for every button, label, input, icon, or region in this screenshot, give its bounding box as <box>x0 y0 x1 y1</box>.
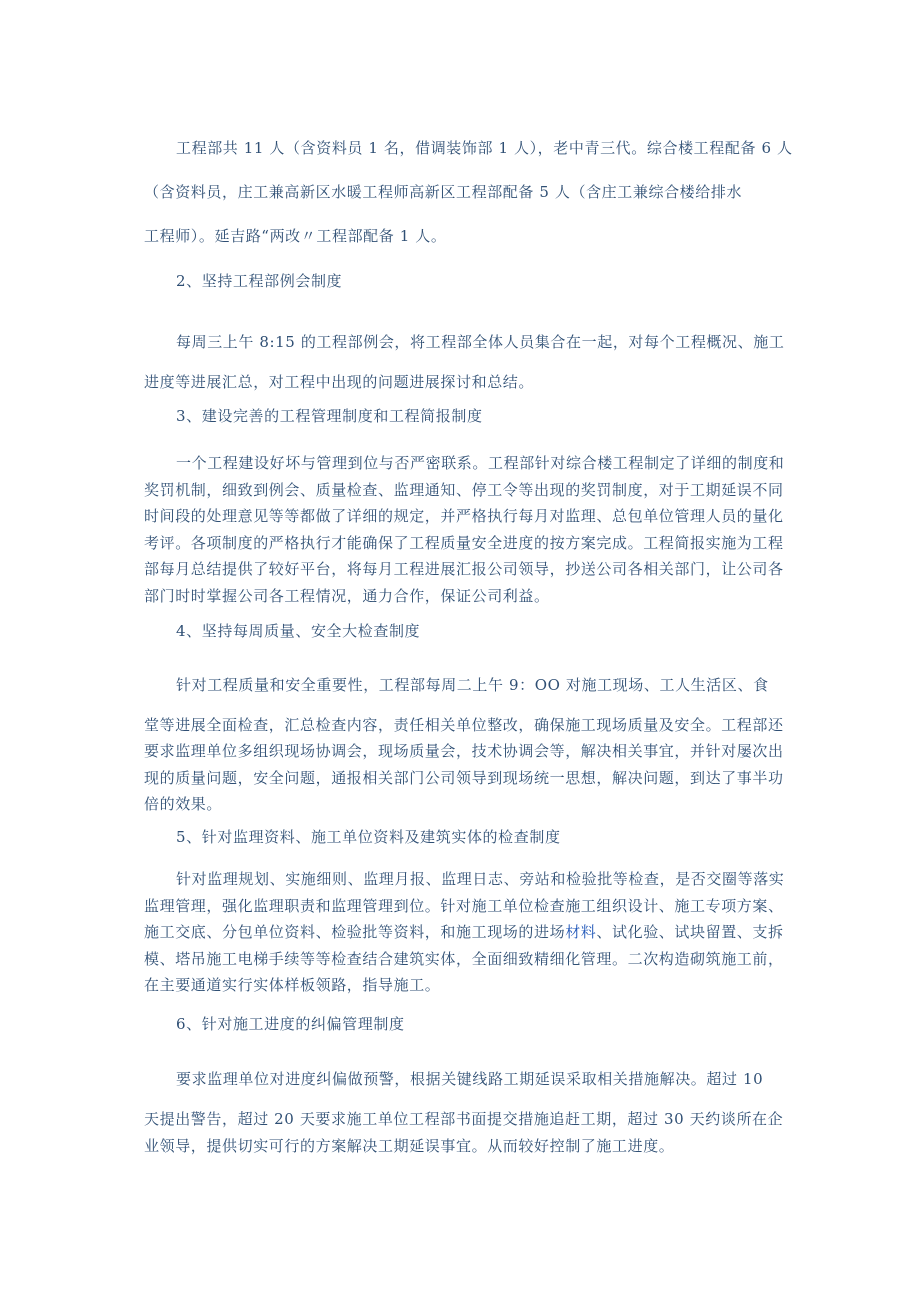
text-line: 时间段的处理意见等等都做了详细的规定，并严格执行每月对监理、总包单位管理人员的量化 <box>144 507 784 525</box>
text-line: 每周三上午 8:15 的工程部例会，将工程部全体人员集合在一起，对每个工程概况、施工 <box>176 333 785 351</box>
heading-section-4: 4、坚持每周质量、安全大检查制度 <box>176 622 421 640</box>
text-line: 工程部共 11 人（含资料员 1 名，借调装饰部 1 人），老中青三代。综合楼工程配备 6 人 <box>176 139 793 157</box>
text-line: 在主要通道实行实体样板领路，指导施工。 <box>144 976 441 994</box>
heading-section-5: 5、针对监理资料、施工单位资料及建筑实体的检查制度 <box>176 828 561 846</box>
text-line: 部门时时掌握公司各工程情况，通力合作，保证公司利益。 <box>144 586 550 605</box>
text-line: 一个工程建设好坏与管理到位与否严密联系。工程部针对综合楼工程制定了详细的制度和 <box>176 454 785 472</box>
text-line: （含资料员，庄工兼高新区水暖工程师高新区工程部配备 5 人（含庄工兼综合楼给排水 <box>144 183 743 201</box>
heading-section-3: 3、建设完善的工程管理制度和工程简报制度 <box>176 407 483 425</box>
text-line: 进度等进展汇总，对工程中出现的问题进展探讨和总结。 <box>144 373 535 391</box>
text-line: 奖罚机制，细致到例会、质量检查、监理通知、停工令等出现的奖罚制度，对于工期延误不同 <box>144 480 784 499</box>
text-segment: 、试化验、试块留置、支拆 <box>596 923 784 941</box>
paragraph-schedule-correction <box>144 1066 784 1160</box>
text-line: 倍的效果。 <box>144 795 223 813</box>
text-line: 针对监理规划、实施细则、监理月报、监理日志、旁站和检验批等检查，是否交圈等落实 <box>176 870 785 888</box>
paragraph-staffing <box>144 126 793 258</box>
paragraph-document-inspection <box>144 866 785 999</box>
text-line: 现的质量问题，安全问题，通报相关部门公司领导到现场统一思想，解决问题，到达了事半功 <box>144 768 784 787</box>
text-line: 模、塔吊施工电梯手续等等检查结合建筑实体，全面细致精细化管理。二次构造砌筑施工前， <box>144 949 784 968</box>
text-line: 要求监理单位对进度纠偏做预警，根据关键线路工期延误采取相关措施解决。超过 10 <box>176 1070 764 1088</box>
heading-section-6: 6、针对施工进度的纠偏管理制度 <box>176 1015 405 1033</box>
text-segment: 施工交底、分包单位资料、检验批等资料，和施工现场的进场 <box>144 923 566 941</box>
text-line <box>144 919 784 946</box>
text-line: 天提出警告，超过 20 天要求施工单位工程部书面提交措施追赶工期，超过 30 天约谈所在企 <box>144 1110 784 1128</box>
paragraph-management-system <box>144 450 785 609</box>
materials-link[interactable]: 材料 <box>565 923 597 941</box>
text-line: 业领导，提供切实可行的方案解决工期延误事宜。从而较好控制了施工进度。 <box>144 1137 675 1155</box>
text-line: 工程师）。延吉路“两改〃工程部配备 1 人。 <box>144 227 447 245</box>
paragraph-weekly-inspection <box>144 672 784 818</box>
text-line: 部每月总结提供了较好平台，将每月工程进展汇报公司领导，抄送公司各相关部门，让公司各 <box>144 560 784 578</box>
text-line: 考评。各项制度的严格执行才能确保了工程质量安全进度的按方案完成。工程简报实施为工程 <box>144 533 784 552</box>
text-line: 监理管理，强化监理职责和监理管理到位。针对施工单位检查施工组织设计、施工专项方案、 <box>144 896 784 915</box>
text-line: 针对工程质量和安全重要性，工程部每周二上午 9：OO 对施工现场、工人生活区、食 <box>176 676 769 694</box>
heading-section-2: 2、坚持工程部例会制度 <box>176 272 343 290</box>
paragraph-weekly-meeting <box>144 322 785 402</box>
text-line: 要求监理单位多组织现场协调会，现场质量会，技术协调会等，解决相关事宜，并针对屡次出 <box>144 742 784 760</box>
text-line: 堂等进展全面检查，汇总检查内容，责任相关单位整改，确保施工现场质量及安全。工程部还 <box>144 715 784 734</box>
